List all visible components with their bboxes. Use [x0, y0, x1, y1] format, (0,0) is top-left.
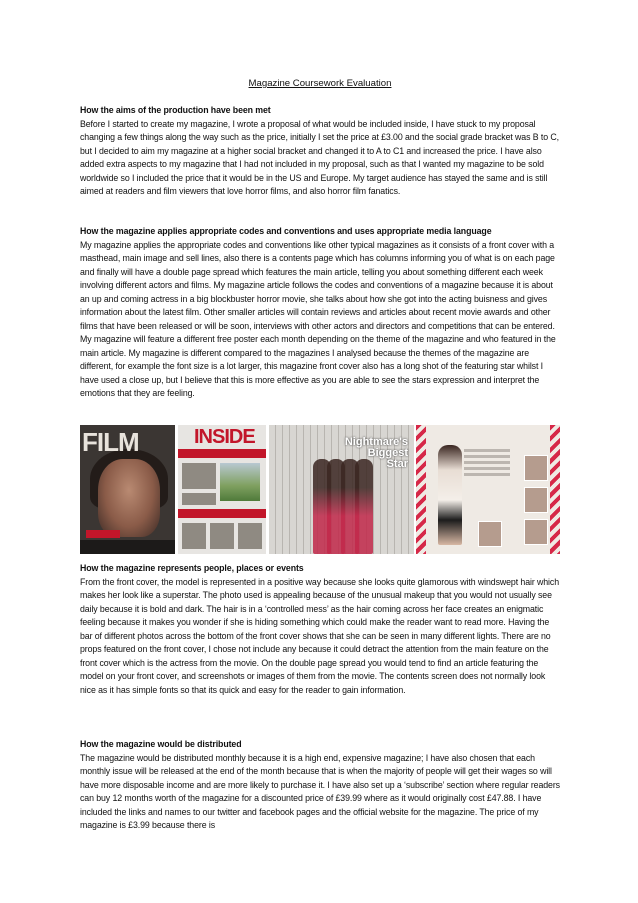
section-body: The magazine would be distributed monthly because it is a high end, expensive magazine; I have also chosen that each monthly issue will be released at the end of the month because that is when the majority of people will get their wages so will have more disposable income and are more likely to purchase it. I have also set up a ‘subscribe’ section where regular readers can buy 12 months worth of the magazine for a discounted price of £39.99 where as it would originally cost £47.88. I have included the links and names to our twitter and facebook pages and the official website for the magazine. The price of my magazine is £3.99 because there is [80, 752, 560, 830]
magazine-images-strip [80, 425, 560, 554]
second-spread-image [416, 425, 560, 554]
contents-photo-main [220, 463, 260, 501]
spread2-stripe-left [416, 425, 426, 554]
double-page-spread-image [269, 425, 414, 554]
spread-headline: Nightmare's Biggest Star [344, 436, 408, 470]
section-heading: How the magazine would be distributed [80, 739, 242, 749]
section-heading: How the aims of the production have been met [80, 105, 271, 115]
section-aims [80, 104, 560, 199]
contents-photo [182, 463, 216, 489]
cover-face-shape [98, 459, 160, 537]
section-body: Before I started to create my magazine, I wrote a proposal of what would be included inside, I have stuck to my proposal changing a few things along the way such as the price, initially I set the price at £3.00 and the social grade bracket was B to C, but I decided to aim my magazine at a higher social bracket and changed it to A to C1 and increased the price. I have also added extra aspects to my magazine that I had not included in my proposal, such as that I wanted my magazine to be sold worldwide so I included the price that it would be in the US and Europe. My target audience has stayed the same and is still aimed at readers and film viewers that love horror films, and also horror film fanatics. [80, 118, 559, 196]
section-representation [80, 562, 560, 697]
section-body: From the front cover, the model is represented in a positive way because she looks quite glamorous with windswept hair which makes her look like a superstar. The photo used is appealing because of the unusual makeup that you would not usually see daily because it is bold and dark. The hair is in a ‘controlled mess’ as the hair coming across her face creates an enigmatic feeling because it makes you wonder if she is hiding something which could make the reader want to read more. Having the bar of different photos across the bottom of the front cover shows that she can be seen in many different lights. There are no props featured on the front cover, I chose not include any because it could detract the attention from the main feature on the front cover which is the actress from the movie. On the double page spread you would tend to find an article featuring the model on your front cover, and screenshots or images of them from the movie. The contents screen does not normally look nice as it has simple fonts so that its quick and easy for the reader to gain information. [80, 576, 560, 695]
spread-figure [355, 459, 373, 554]
section-distribution [80, 738, 560, 833]
section-codes-conventions [80, 225, 560, 401]
contents-photo [238, 523, 262, 549]
cover-bottom-band [80, 540, 175, 554]
spread2-photo [524, 519, 548, 545]
document-title: Magazine Coursework Evaluation [248, 78, 392, 89]
contents-page-image [178, 425, 266, 554]
spread2-stripe-right [550, 425, 560, 554]
contents-photo [182, 523, 206, 549]
contents-photo [210, 523, 234, 549]
spread2-photo [524, 487, 548, 513]
spread2-photo [478, 521, 502, 547]
spread2-text-line [464, 449, 510, 452]
spread2-text-line [464, 461, 510, 464]
contents-photo [182, 493, 216, 505]
cover-red-strip [86, 530, 120, 538]
contents-bar [178, 509, 266, 518]
section-body: My magazine applies the appropriate codes and conventions like other typical magazines as it consists of a front cover with a masthead, main image and sell lines, also there is a contents page which has columns informing you of what is on each page and finally will have a double page spread which features the main article, telling you about something different each week involving different actors and films. My magazine article follows the codes and conventions of a magazine because it is about an up and coming actress in a big blockbuster horror movie, she talks about how she got into the acting buisness and gives information about the latest film. Other smaller articles will contain reviews and articles about recent movie awards and other films that have been released or will be soon, interviews with other actors and directors and competitions that can be entered. My magazine will feature a different free poster each month depending on the theme of the magazine and who featured in the main article. My magazine is different compared to the magazines I analysed because the themes of the magazine are different, for example the font size is a lot larger, this magazine front cover also has a long shot of the featuring star whilst I have used a close up, but I believe that this is more effective as you are able to see the stars expression and interpret the emotions that they are feeling. [80, 239, 556, 398]
spread2-text-line [464, 473, 510, 476]
section-heading: How the magazine represents people, places or events [80, 563, 304, 573]
section-heading: How the magazine applies appropriate codes and conventions and uses appropriate media language [80, 226, 492, 236]
front-cover-image [80, 425, 175, 554]
spread2-text-line [464, 467, 510, 470]
spread2-text-line [464, 455, 510, 458]
cover-masthead: FILM [82, 427, 139, 457]
spread2-figure [438, 445, 462, 545]
spread2-photo [524, 455, 548, 481]
contents-bar [178, 449, 266, 458]
contents-masthead: INSIDE [194, 426, 255, 448]
